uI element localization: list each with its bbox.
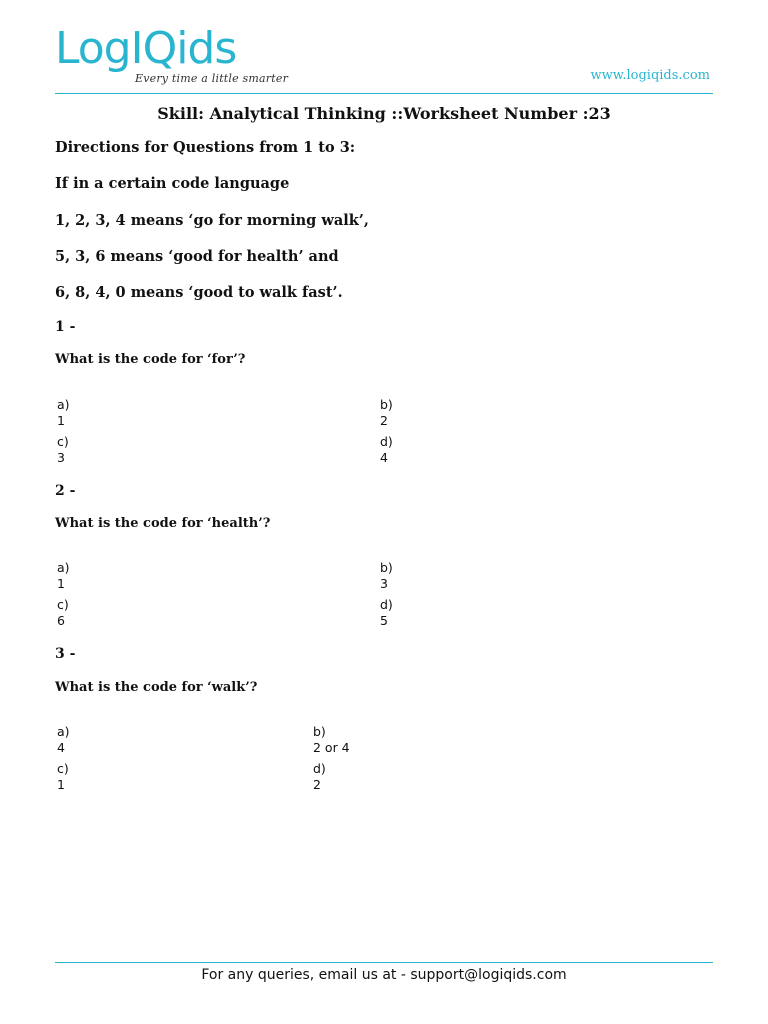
option-value: 3 [380,576,388,591]
option-label: b) [313,724,326,739]
option-label: c) [57,761,69,776]
question-text: What is the code for ‘for’? [55,352,246,367]
option-c[interactable] [57,597,69,629]
website-link[interactable]: www.logiqids.com [590,68,710,83]
option-d[interactable] [313,761,326,793]
option-b[interactable] [313,724,350,756]
footer-contact: For any queries, email us at - support@logiqids.com [201,967,567,983]
option-value: 3 [57,450,65,465]
directions-line-3: 5, 3, 6 means ‘good for health’ and [55,248,339,265]
option-label: a) [57,724,70,739]
option-b[interactable] [380,560,393,592]
option-value: 4 [57,740,65,755]
logiqids-logo: LogIQids [55,23,237,74]
option-a[interactable] [57,397,70,429]
question-text: What is the code for ‘walk’? [55,680,258,695]
directions-line-4: 6, 8, 4, 0 means ‘good to walk fast’. [55,284,343,301]
option-label: d) [380,597,393,612]
directions-line-2: 1, 2, 3, 4 means ‘go for morning walk’, [55,212,369,229]
option-value: 2 [313,777,321,792]
option-b[interactable] [380,397,393,429]
option-value: 1 [57,777,65,792]
option-value: 2 [380,413,388,428]
option-label: d) [380,434,393,449]
option-value: 6 [57,613,65,628]
directions-line-1: If in a certain code language [55,175,290,192]
option-label: d) [313,761,326,776]
option-label: a) [57,560,70,575]
question-number: 2 - [55,483,76,499]
option-c[interactable] [57,434,69,466]
option-value: 1 [57,576,65,591]
option-a[interactable] [57,560,70,592]
footer-divider [55,962,713,963]
option-d[interactable] [380,597,393,629]
option-label: a) [57,397,70,412]
option-value: 2 or 4 [313,740,350,755]
option-d[interactable] [380,434,393,466]
option-value: 4 [380,450,388,465]
logo-tagline: Every time a little smarter [135,72,289,85]
question-text: What is the code for ‘health’? [55,516,271,531]
header-divider [55,93,713,94]
option-label: b) [380,560,393,575]
option-a[interactable] [57,724,70,756]
option-value: 1 [57,413,65,428]
question-number: 3 - [55,646,76,662]
option-value: 5 [380,613,388,628]
option-label: b) [380,397,393,412]
option-label: c) [57,434,69,449]
option-label: c) [57,597,69,612]
option-c[interactable] [57,761,69,793]
question-number: 1 - [55,319,76,335]
directions-heading: Directions for Questions from 1 to 3: [55,139,356,156]
worksheet-title: Skill: Analytical Thinking ::Worksheet Number :23 [157,104,611,123]
